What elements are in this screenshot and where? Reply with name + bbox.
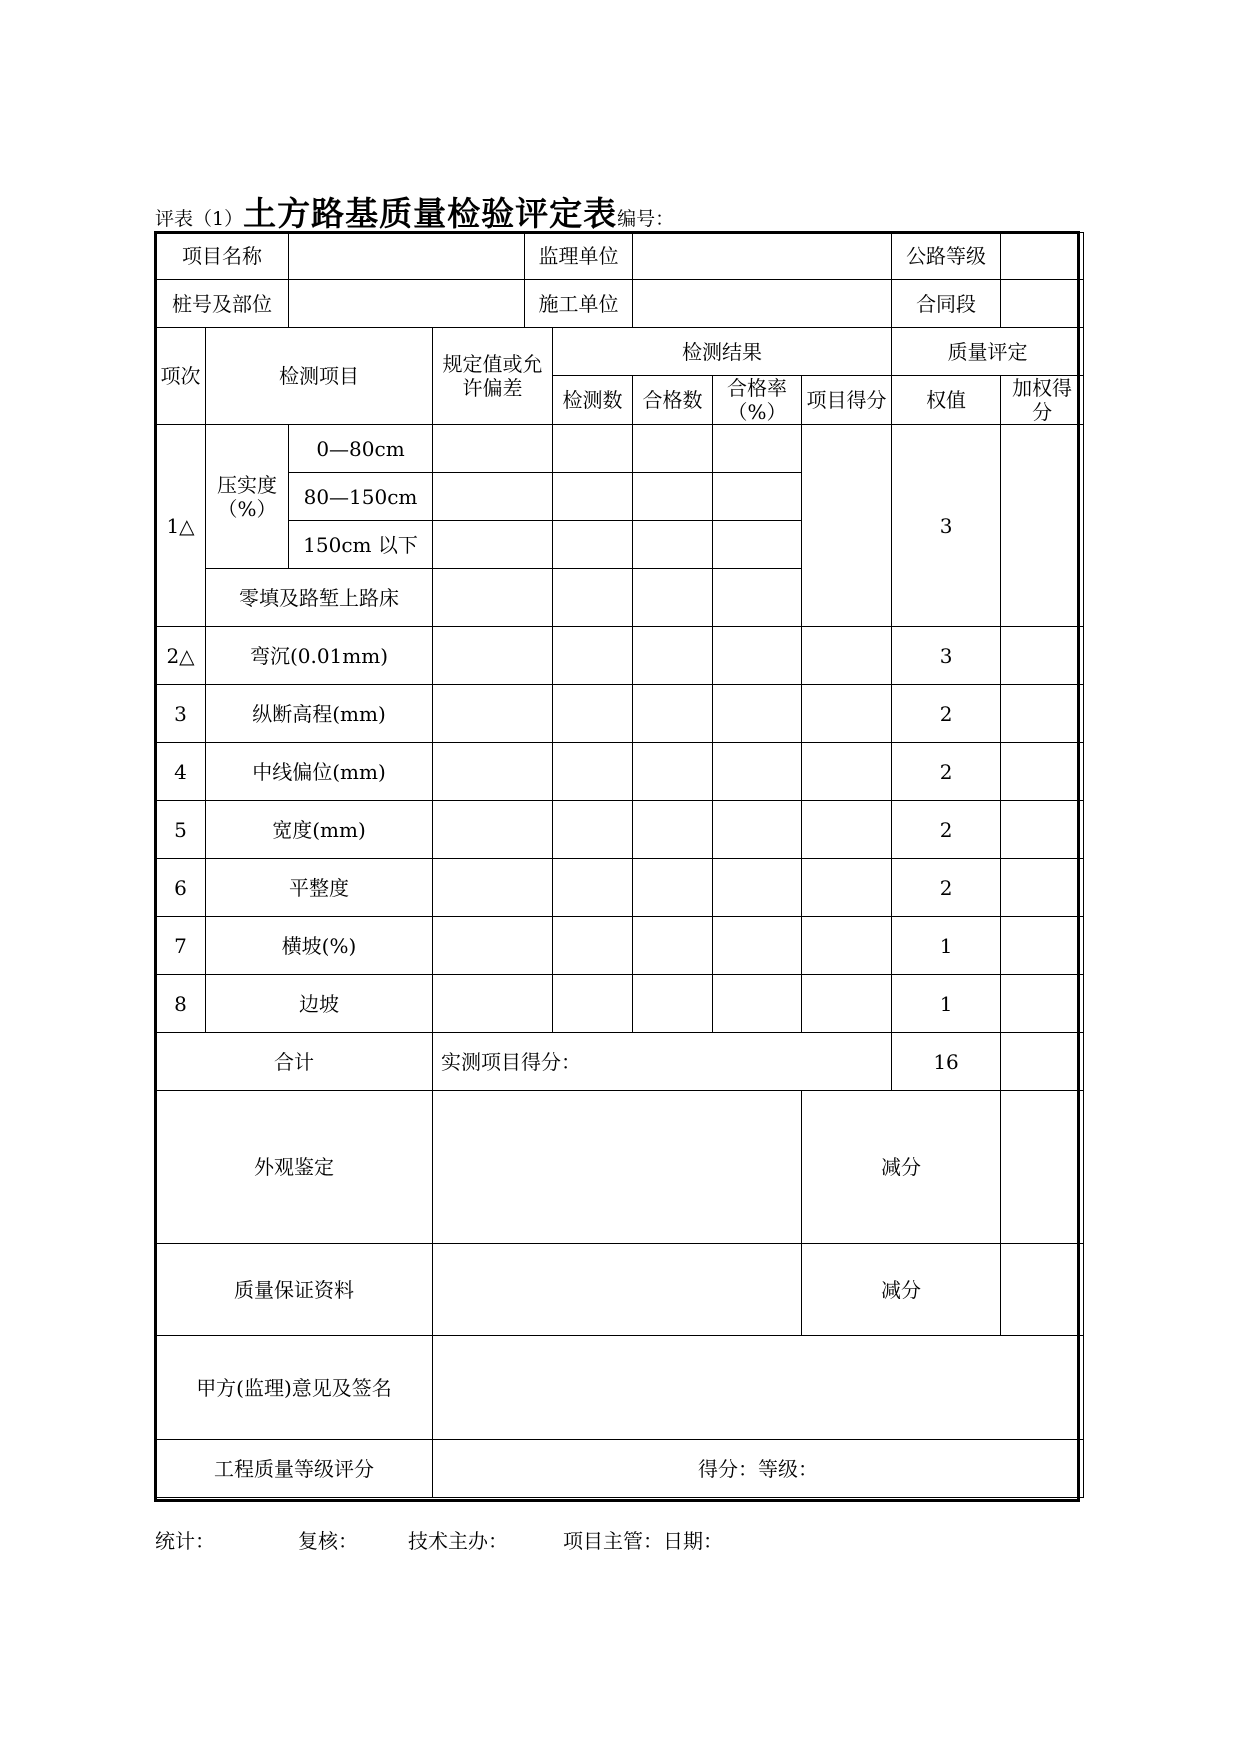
item-weighted-score[interactable]	[1001, 975, 1084, 1033]
owner-opinion-field[interactable]	[433, 1336, 1084, 1440]
info-row-2	[156, 280, 1084, 328]
quality-docs-field[interactable]	[433, 1244, 802, 1336]
header-check-item: 检测项目	[206, 328, 433, 425]
quality-docs-deduct-label: 减分	[802, 1244, 1001, 1336]
header-count: 检测数	[553, 376, 633, 425]
station-label: 桩号及部位	[156, 280, 289, 328]
item-spec[interactable]	[433, 917, 553, 975]
item-count[interactable]	[553, 801, 633, 859]
owner-opinion-row	[156, 1336, 1084, 1440]
header-item-score: 项目得分	[802, 376, 892, 425]
measured-score-field[interactable]: 实测项目得分：	[433, 1033, 892, 1091]
table-row	[156, 859, 1084, 917]
station-field[interactable]	[289, 280, 525, 328]
item-score[interactable]	[802, 627, 892, 685]
form-prefix: 评表（1）	[155, 208, 244, 230]
compaction-spec-1[interactable]	[433, 425, 553, 473]
compaction-pass-3[interactable]	[633, 521, 713, 569]
total-label: 合计	[156, 1033, 433, 1091]
item-weight: 2	[892, 801, 1001, 859]
item-spec[interactable]	[433, 685, 553, 743]
road-grade-label: 公路等级	[892, 233, 1001, 280]
compaction-count-2[interactable]	[553, 473, 633, 521]
item-no: 7	[156, 917, 206, 975]
item-pass[interactable]	[633, 743, 713, 801]
quality-docs-label: 质量保证资料	[156, 1244, 433, 1336]
item-rate[interactable]	[713, 917, 802, 975]
compaction-count-3[interactable]	[553, 521, 633, 569]
item-pass[interactable]	[633, 627, 713, 685]
compaction-row-1	[156, 425, 1084, 473]
item-weighted-score[interactable]	[1001, 801, 1084, 859]
appearance-row	[156, 1091, 1084, 1244]
header-row-1	[156, 328, 1084, 376]
footer-project-manager: 项目主管：日期：	[563, 1529, 723, 1553]
table-row	[156, 685, 1084, 743]
compaction-item-score[interactable]	[802, 425, 892, 627]
compaction-count-1[interactable]	[553, 425, 633, 473]
compaction-depth-1: 0—80cm	[289, 425, 433, 473]
item-count[interactable]	[553, 627, 633, 685]
item-pass[interactable]	[633, 917, 713, 975]
item-weight: 2	[892, 743, 1001, 801]
compaction-depth-2: 80—150cm	[289, 473, 433, 521]
item-name: 平整度	[206, 859, 433, 917]
item-count[interactable]	[553, 975, 633, 1033]
appearance-deduct-label: 减分	[802, 1091, 1001, 1244]
item-rate[interactable]	[713, 743, 802, 801]
compaction-pass-1[interactable]	[633, 425, 713, 473]
form-title: 土方路基质量检验评定表	[243, 194, 618, 233]
compaction-spec-4[interactable]	[433, 569, 553, 627]
total-row	[156, 1033, 1084, 1091]
item-rate[interactable]	[713, 801, 802, 859]
item-weighted-score[interactable]	[1001, 685, 1084, 743]
item-weight: 2	[892, 685, 1001, 743]
grade-row	[156, 1440, 1084, 1498]
header-weight: 权值	[892, 376, 1001, 425]
grade-field[interactable]: 得分：等级：	[433, 1440, 1084, 1498]
compaction-pass-4[interactable]	[633, 569, 713, 627]
total-weighted-score[interactable]	[1001, 1033, 1084, 1091]
table-row	[156, 743, 1084, 801]
quality-docs-deduct-field[interactable]	[1001, 1244, 1084, 1336]
item-weighted-score[interactable]	[1001, 743, 1084, 801]
item-name: 横坡(%)	[206, 917, 433, 975]
compaction-weighted-score[interactable]	[1001, 425, 1084, 627]
item-weighted-score[interactable]	[1001, 859, 1084, 917]
compaction-no: 1△	[156, 425, 206, 627]
item-weight: 1	[892, 917, 1001, 975]
project-name-label: 项目名称	[156, 233, 289, 280]
compaction-count-4[interactable]	[553, 569, 633, 627]
item-score[interactable]	[802, 743, 892, 801]
info-row-1	[156, 233, 1084, 280]
table-row	[156, 801, 1084, 859]
header-pass-rate: 合格率（%）	[713, 376, 802, 425]
item-spec[interactable]	[433, 627, 553, 685]
contract-section-label: 合同段	[892, 280, 1001, 328]
table-row	[156, 627, 1084, 685]
item-no: 6	[156, 859, 206, 917]
item-score[interactable]	[802, 859, 892, 917]
item-name: 弯沉(0.01mm)	[206, 627, 433, 685]
project-name-field[interactable]	[289, 233, 525, 280]
item-score[interactable]	[802, 685, 892, 743]
item-spec[interactable]	[433, 743, 553, 801]
item-pass[interactable]	[633, 801, 713, 859]
item-spec[interactable]	[433, 801, 553, 859]
item-weight: 3	[892, 627, 1001, 685]
item-rate[interactable]	[713, 627, 802, 685]
compaction-rate-2[interactable]	[713, 473, 802, 521]
item-weight: 1	[892, 975, 1001, 1033]
item-count[interactable]	[553, 685, 633, 743]
item-score[interactable]	[802, 975, 892, 1033]
item-no: 4	[156, 743, 206, 801]
item-count[interactable]	[553, 743, 633, 801]
item-name: 中线偏位(mm)	[206, 743, 433, 801]
contractor-label: 施工单位	[525, 280, 633, 328]
compaction-spec-2[interactable]	[433, 473, 553, 521]
total-weight: 16	[892, 1033, 1001, 1091]
item-no: 5	[156, 801, 206, 859]
item-pass[interactable]	[633, 859, 713, 917]
header-item-no: 项次	[156, 328, 206, 425]
compaction-rate-1[interactable]	[713, 425, 802, 473]
compaction-weight: 3	[892, 425, 1001, 627]
header-spec: 规定值或允许偏差	[433, 328, 553, 425]
form-heading	[155, 188, 1055, 233]
item-rate[interactable]	[713, 685, 802, 743]
item-score[interactable]	[802, 801, 892, 859]
item-no: 2△	[156, 627, 206, 685]
footer-stats: 统计：	[155, 1529, 215, 1553]
compaction-name: 压实度（%）	[206, 425, 289, 569]
compaction-rate-4[interactable]	[713, 569, 802, 627]
quality-docs-row	[156, 1244, 1084, 1336]
compaction-fill-label: 零填及路堑上路床	[206, 569, 433, 627]
grade-label: 工程质量等级评分	[156, 1440, 433, 1498]
table-row	[156, 917, 1084, 975]
supervisor-field[interactable]	[633, 233, 892, 280]
footer-review: 复核：	[298, 1529, 358, 1553]
item-count[interactable]	[553, 917, 633, 975]
inspection-table	[155, 232, 1084, 1498]
item-pass[interactable]	[633, 975, 713, 1033]
contractor-field[interactable]	[633, 280, 892, 328]
compaction-spec-3[interactable]	[433, 521, 553, 569]
item-no: 3	[156, 685, 206, 743]
item-score[interactable]	[802, 917, 892, 975]
table-row	[156, 975, 1084, 1033]
item-rate[interactable]	[713, 859, 802, 917]
road-grade-field[interactable]	[1001, 233, 1084, 280]
footer-tech-lead: 技术主办：	[408, 1529, 508, 1553]
header-weighted-score: 加权得分	[1001, 376, 1084, 425]
item-rate[interactable]	[713, 975, 802, 1033]
item-spec[interactable]	[433, 859, 553, 917]
supervisor-label: 监理单位	[525, 233, 633, 280]
item-pass[interactable]	[633, 685, 713, 743]
item-weighted-score[interactable]	[1001, 917, 1084, 975]
header-pass-count: 合格数	[633, 376, 713, 425]
item-no: 8	[156, 975, 206, 1033]
item-count[interactable]	[553, 859, 633, 917]
item-name: 边坡	[206, 975, 433, 1033]
item-spec[interactable]	[433, 975, 553, 1033]
header-results: 检测结果	[553, 328, 892, 376]
compaction-depth-3: 150cm 以下	[289, 521, 433, 569]
appearance-label: 外观鉴定	[156, 1091, 433, 1244]
appearance-field[interactable]	[433, 1091, 802, 1244]
form-number-label: 编号：	[617, 208, 675, 230]
item-weight: 2	[892, 859, 1001, 917]
compaction-pass-2[interactable]	[633, 473, 713, 521]
compaction-rate-3[interactable]	[713, 521, 802, 569]
contract-section-field[interactable]	[1001, 280, 1084, 328]
header-assessment: 质量评定	[892, 328, 1084, 376]
item-name: 宽度(mm)	[206, 801, 433, 859]
owner-opinion-label: 甲方(监理)意见及签名	[156, 1336, 433, 1440]
item-weighted-score[interactable]	[1001, 627, 1084, 685]
item-name: 纵断高程(mm)	[206, 685, 433, 743]
appearance-deduct-field[interactable]	[1001, 1091, 1084, 1244]
